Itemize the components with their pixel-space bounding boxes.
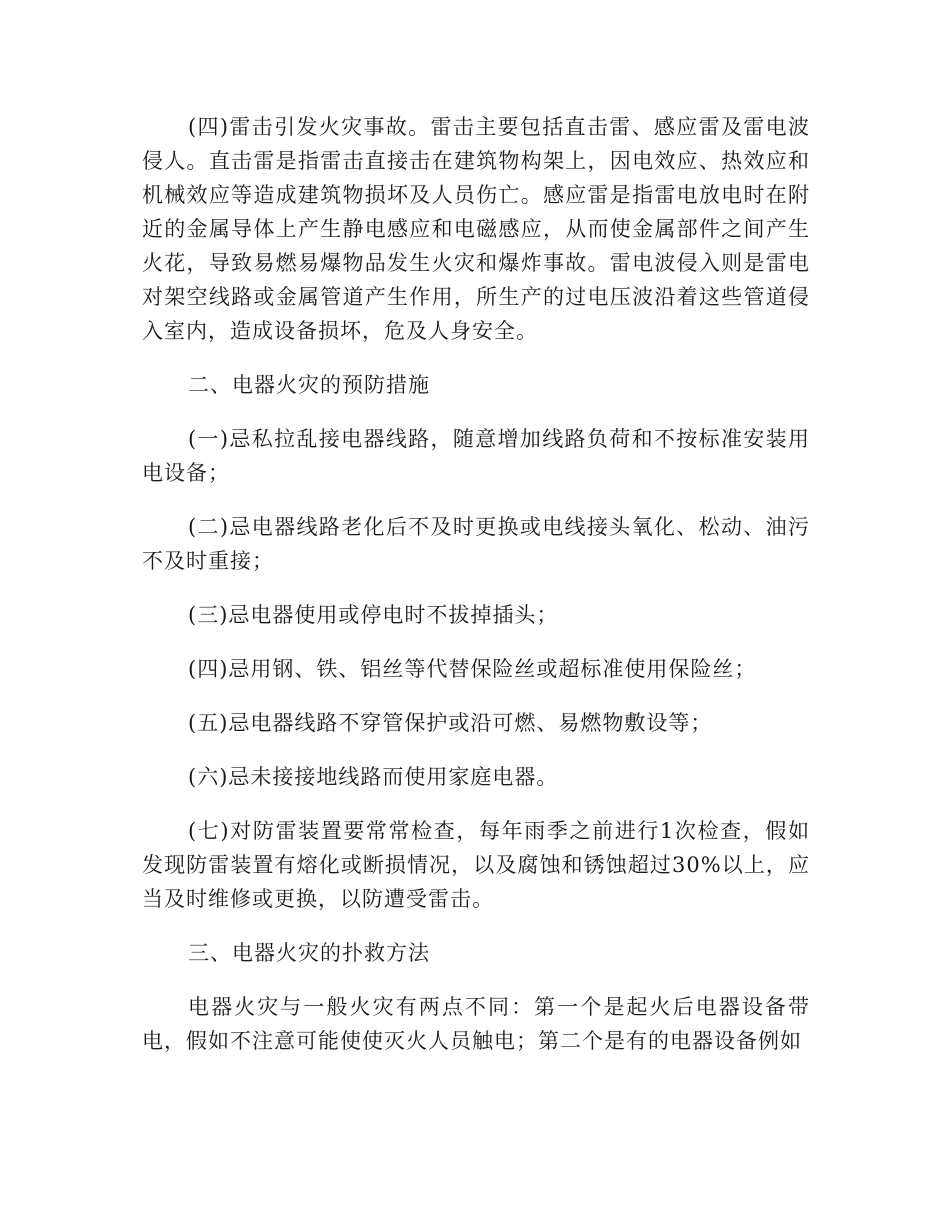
list-item-prevention-6: (六)忌未接接地线路而使用家庭电器。	[188, 765, 559, 789]
list-item-prevention-1: (一)忌私拉乱接电器线路，随意增加线路负荷和不按标准安装用电设备；	[142, 427, 810, 485]
list-item-prevention-7: (七)对防雷装置要常常检查，每年雨季之前进行1次检查，假如发现防雷装置有熔化或断损情况，以及腐蚀和锈蚀超过30%以上，应当及时维修或更换，以防遭受雷击。	[142, 819, 810, 911]
list-item-prevention-3: (三)忌电器使用或停电时不拔掉插头；	[188, 603, 559, 627]
section-heading-firefighting: 三、电器火灾的扑救方法	[188, 941, 430, 965]
list-item-prevention-4: (四)忌用钢、铁、铝丝等代替保险丝或超标准使用保险丝；	[188, 657, 757, 681]
list-item-prevention-5: (五)忌电器线路不穿管保护或沿可燃、易燃物敷设等；	[188, 711, 713, 735]
list-item-prevention-2: (二)忌电器线路老化后不及时更换或电线接头氧化、松动、油污不及时重接；	[142, 515, 810, 573]
paragraph-firefighting-intro: 电器火灾与一般火灾有两点不同：第一个是起火后电器设备带电，假如不注意可能使使灭火人员触电；第二个是有的电器设备例如	[142, 995, 810, 1053]
paragraph-lightning-fire: (四)雷击引发火灾事故。雷击主要包括直击雷、感应雷及雷电波侵人。直击雷是指雷击直接击在建筑物构架上，因电效应、热效应和机械效应等造成建筑物损坏及人员伤亡。感应雷是指雷电放电时在附近的金属导体上产生静电感应和电磁感应，从而使金属部件之间产生火花，导致易燃易爆物品发生火灾和爆炸事故。雷电波侵入则是雷电对架空线路或金属管道产生作用，所生产的过电压波沿着这些管道侵入室内，造成设备损坏，危及人身安全。	[142, 115, 810, 343]
section-heading-prevention: 二、电器火灾的预防措施	[188, 373, 430, 397]
